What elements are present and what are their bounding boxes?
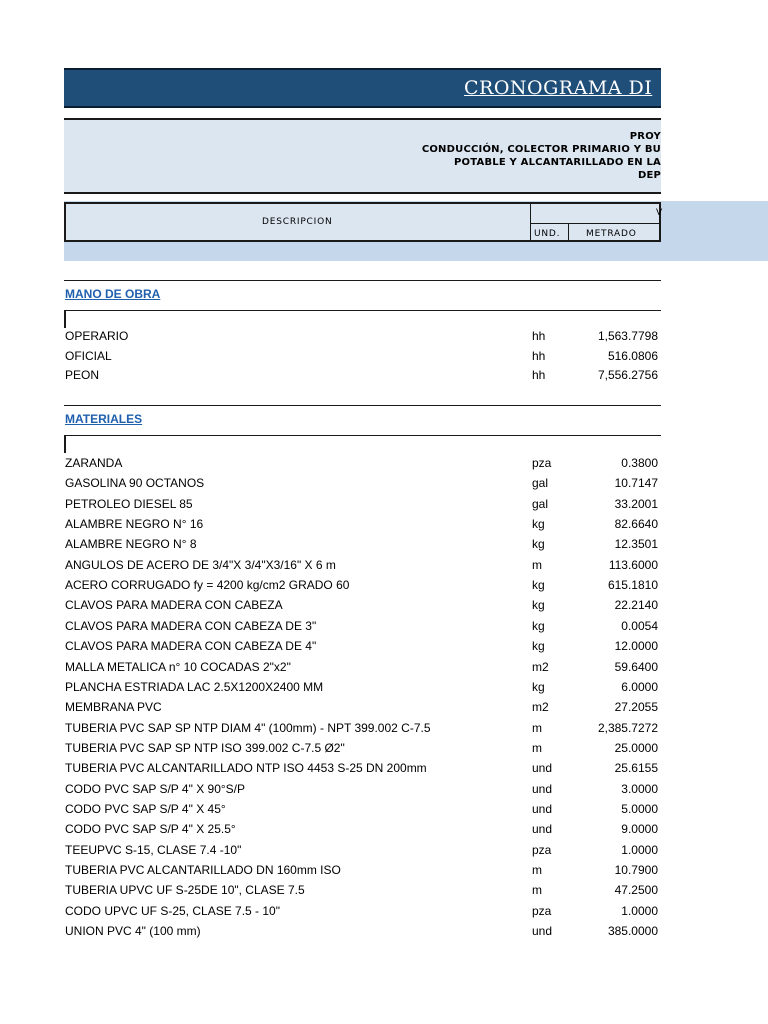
table-row xyxy=(0,904,768,924)
section-divider xyxy=(64,280,661,281)
item-quantity: 59.6400 xyxy=(614,659,658,674)
item-description: CLAVOS PARA MADERA CON CABEZA DE 3" xyxy=(65,618,317,633)
item-description: CODO UPVC UF S-25, CLASE 7.5 - 10" xyxy=(65,903,280,918)
item-unit: kg xyxy=(532,537,545,552)
item-description: ALAMBRE NEGRO N° 16 xyxy=(65,517,204,532)
item-unit: hh xyxy=(532,329,546,343)
item-description: OPERARIO xyxy=(65,329,129,343)
item-description: TUBERIA PVC SAP SP NTP ISO 399.002 C-7.5 Ø2" xyxy=(65,740,345,755)
item-quantity: 10.7900 xyxy=(614,863,658,877)
table-row xyxy=(0,700,768,720)
table-row xyxy=(0,782,768,802)
item-quantity: 12.0000 xyxy=(614,639,658,654)
item-unit: m xyxy=(532,740,542,755)
item-quantity: 7,556.2756 xyxy=(597,368,658,382)
item-quantity: 47.2500 xyxy=(614,883,658,898)
table-row xyxy=(0,598,768,618)
item-description: CLAVOS PARA MADERA CON CABEZA xyxy=(65,598,283,613)
item-unit: kg xyxy=(532,618,545,633)
item-quantity: 25.0000 xyxy=(614,740,658,755)
table-row xyxy=(0,802,768,822)
item-description: MALLA METALICA n° 10 COCADAS 2"x2" xyxy=(65,659,291,674)
item-description: PETROLEO DIESEL 85 xyxy=(65,496,193,511)
item-unit: m xyxy=(532,863,542,877)
page-title: CRONOGRAMA DI xyxy=(464,77,653,99)
item-description: OFICIAL xyxy=(65,348,112,363)
item-quantity: 22.2140 xyxy=(614,598,658,613)
item-unit: und xyxy=(532,822,553,837)
table-row xyxy=(0,368,768,388)
item-quantity: 0.3800 xyxy=(621,456,658,470)
item-unit: kg xyxy=(532,517,545,532)
table-row xyxy=(0,456,768,476)
section-title-materials: MATERIALES xyxy=(65,412,143,426)
item-quantity: 25.6155 xyxy=(614,761,658,776)
item-description: GASOLINA 90 OCTANOS xyxy=(65,476,205,491)
table-row xyxy=(0,883,768,903)
item-quantity: 2,385.7272 xyxy=(597,720,658,735)
table-row xyxy=(0,497,768,517)
item-description: TEEUPVC S-15, CLASE 7.4 -10" xyxy=(65,842,242,857)
item-unit: gal xyxy=(532,476,549,491)
item-unit: hh xyxy=(532,368,546,382)
header-divider xyxy=(568,223,569,240)
table-row xyxy=(0,822,768,842)
table-header xyxy=(64,202,661,242)
item-description: UNION PVC 4" (100 mm) xyxy=(65,924,201,939)
item-quantity: 1.0000 xyxy=(621,842,658,857)
item-unit: m2 xyxy=(532,700,549,715)
title-bar xyxy=(64,68,661,108)
item-quantity: 516.0806 xyxy=(607,348,658,363)
item-quantity: 82.6640 xyxy=(614,517,658,532)
header-description: DESCRIPCION xyxy=(262,217,333,227)
table-row xyxy=(0,639,768,659)
table-row xyxy=(0,558,768,578)
item-quantity: 615.1810 xyxy=(607,578,658,593)
header-quantity: METRADO xyxy=(586,229,637,239)
item-description: CODO PVC SAP S/P 4" X 25.5° xyxy=(65,822,236,837)
item-quantity: 3.0000 xyxy=(621,781,658,796)
table-row xyxy=(0,843,768,863)
item-description: MEMBRANA PVC xyxy=(65,700,162,715)
item-unit: m xyxy=(532,720,542,735)
item-quantity: 385.0000 xyxy=(607,924,658,939)
item-quantity: 12.3501 xyxy=(614,537,658,552)
item-quantity: 1.0000 xyxy=(621,903,658,918)
item-description: CLAVOS PARA MADERA CON CABEZA DE 4" xyxy=(65,639,317,654)
table-row xyxy=(0,680,768,700)
item-unit: pza xyxy=(532,903,552,918)
item-unit: und xyxy=(532,924,553,939)
item-unit: kg xyxy=(532,639,545,654)
table-row xyxy=(0,517,768,537)
item-quantity: 5.0000 xyxy=(621,801,658,816)
item-unit: m xyxy=(532,557,542,572)
item-description: ACERO CORRUGADO fy = 4200 kg/cm2 GRADO 60 xyxy=(65,578,350,593)
item-unit: kg xyxy=(532,578,545,593)
item-description: ANGULOS DE ACERO DE 3/4"X 3/4"X3/16" X 6 m xyxy=(65,557,336,572)
header-divider xyxy=(530,204,531,240)
item-description: CODO PVC SAP S/P 4" X 90°S/P xyxy=(65,781,246,796)
item-quantity: 1,563.7798 xyxy=(597,329,658,343)
table-row xyxy=(0,578,768,598)
table-row xyxy=(0,761,768,781)
item-unit: hh xyxy=(532,348,546,363)
header-divider xyxy=(530,223,661,224)
item-description: TUBERIA UPVC UF S-25DE 10", CLASE 7.5 xyxy=(65,883,305,898)
table-row xyxy=(0,476,768,496)
item-unit: m2 xyxy=(532,659,549,674)
item-unit: m xyxy=(532,883,542,898)
item-quantity: 27.2055 xyxy=(614,700,658,715)
project-line: DEP xyxy=(637,170,661,181)
header-fragment: V xyxy=(656,208,663,218)
header-unit: UND. xyxy=(534,229,561,239)
item-unit: und xyxy=(532,761,553,776)
table-row xyxy=(0,741,768,761)
item-quantity: 6.0000 xyxy=(621,679,658,694)
item-unit: gal xyxy=(532,496,549,511)
project-description-box xyxy=(64,118,661,194)
table-row xyxy=(0,349,768,369)
item-description: PEON xyxy=(65,368,100,382)
project-line: POTABLE Y ALCANTARILLADO EN LA xyxy=(454,157,661,168)
section-divider xyxy=(64,405,661,406)
item-quantity: 10.7147 xyxy=(614,476,658,491)
item-unit: pza xyxy=(532,456,552,470)
table-row xyxy=(0,721,768,741)
item-unit: kg xyxy=(532,679,545,694)
item-description: ALAMBRE NEGRO N° 8 xyxy=(65,537,197,552)
table-row xyxy=(0,619,768,639)
item-unit: und xyxy=(532,781,553,796)
item-unit: kg xyxy=(532,598,545,613)
item-quantity: 9.0000 xyxy=(621,822,658,837)
project-line: CONDUCCIÓN, COLECTOR PRIMARIO Y BU xyxy=(421,144,661,155)
project-line: PROY xyxy=(629,131,661,142)
item-description: PLANCHA ESTRIADA LAC 2.5X1200X2400 MM xyxy=(65,679,324,694)
section-divider xyxy=(64,435,661,436)
section-title-labor: MANO DE OBRA xyxy=(65,287,161,301)
section-divider xyxy=(64,310,661,311)
item-quantity: 113.6000 xyxy=(608,557,658,572)
table-row xyxy=(0,660,768,680)
item-unit: pza xyxy=(532,842,552,857)
section-divider xyxy=(64,435,66,453)
item-quantity: 33.2001 xyxy=(614,496,658,511)
table-row xyxy=(0,329,768,349)
table-row xyxy=(0,863,768,883)
item-description: TUBERIA PVC ALCANTARILLADO DN 160mm ISO xyxy=(65,863,341,877)
item-description: TUBERIA PVC SAP SP NTP DIAM 4" (100mm) - NPT 399.002 C-7.5 xyxy=(65,720,431,735)
item-quantity: 0.0054 xyxy=(621,618,658,633)
table-row xyxy=(0,924,768,944)
table-row xyxy=(0,537,768,557)
item-unit: und xyxy=(532,801,553,816)
item-description: TUBERIA PVC ALCANTARILLADO NTP ISO 4453 S-25 DN 200mm xyxy=(65,761,427,776)
item-description: CODO PVC SAP S/P 4" X 45° xyxy=(65,801,226,816)
section-divider xyxy=(64,310,66,328)
item-description: ZARANDA xyxy=(65,456,123,470)
